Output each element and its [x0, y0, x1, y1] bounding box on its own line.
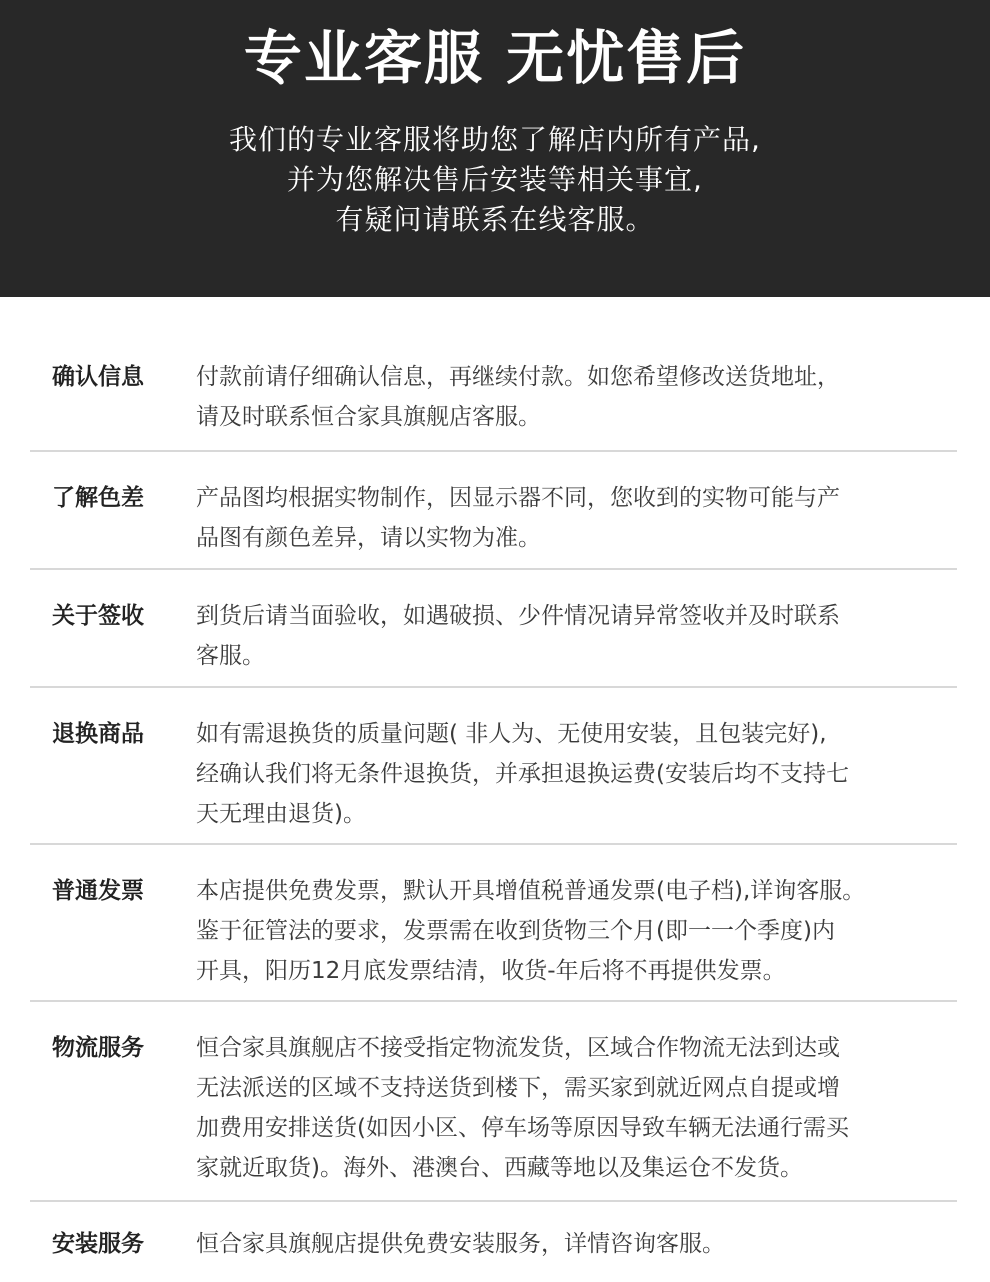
info-text-line: 本店提供免费发票，默认开具增值税普通发票(电子档),详询客服。 — [196, 878, 866, 904]
banner-description-line: 我们的专业客服将助您了解店内所有产品, — [229, 123, 761, 156]
service-banner — [0, 0, 990, 297]
info-row-invoice — [30, 845, 957, 1002]
info-row-confirm-info — [30, 348, 957, 452]
info-text-line: 产品图均根据实物制作，因显示器不同，您收到的实物可能与产 — [196, 485, 840, 511]
info-text — [196, 357, 957, 437]
info-text-line: 天无理由退货)。 — [196, 801, 366, 827]
info-label: 确认信息 — [52, 364, 144, 390]
info-text — [196, 1224, 957, 1264]
info-text-line: 鉴于征管法的要求，发票需在收到货物三个月(即一一个季度)内 — [196, 918, 835, 944]
info-text-line: 恒合家具旗舰店提供免费安装服务，详情咨询客服。 — [196, 1231, 725, 1257]
banner-description — [0, 120, 990, 240]
info-row-logistics — [30, 1002, 957, 1202]
banner-title: 专业客服 无忧售后 — [243, 24, 747, 92]
info-text-line: 请及时联系恒合家具旗舰店客服。 — [196, 404, 541, 430]
info-text — [196, 871, 957, 991]
info-text-line: 付款前请仔细确认信息，再继续付款。如您希望修改送货地址， — [196, 364, 840, 390]
service-info-list — [30, 348, 957, 1282]
info-label: 退换商品 — [52, 721, 144, 747]
info-text-line: 到货后请当面验收，如遇破损、少件情况请异常签收并及时联系 — [196, 603, 840, 629]
info-label: 安装服务 — [52, 1231, 144, 1257]
info-text-line: 无法派送的区域不支持送货到楼下，需买家到就近网点自提或增 — [196, 1075, 840, 1101]
info-text-line: 恒合家具旗舰店不接受指定物流发货，区域合作物流无法到达或 — [196, 1035, 840, 1061]
info-text-line: 家就近取货)。海外、港澳台、西藏等地以及集运仓不发货。 — [196, 1155, 803, 1181]
info-label: 关于签收 — [52, 603, 144, 629]
info-text — [196, 596, 957, 676]
info-text — [196, 478, 957, 558]
info-text-line: 品图有颜色差异，请以实物为准。 — [196, 525, 541, 551]
info-row-color-difference — [30, 452, 957, 570]
info-text-line: 经确认我们将无条件退换货，并承担退换运费(安装后均不支持七 — [196, 761, 849, 787]
info-label: 了解色差 — [52, 485, 144, 511]
info-row-returns — [30, 688, 957, 845]
info-text-line: 客服。 — [196, 643, 265, 669]
info-text — [196, 714, 957, 834]
info-text-line: 加费用安排送货(如因小区、停车场等原因导致车辆无法通行需买 — [196, 1115, 849, 1141]
info-text-line: 如有需退换货的质量问题( 非人为、无使用安装，且包装完好), — [196, 721, 827, 747]
info-text-line: 开具，阳历12月底发票结清，收货-年后将不再提供发票。 — [196, 958, 786, 984]
info-row-delivery-signing — [30, 570, 957, 688]
info-label: 普通发票 — [52, 878, 144, 904]
info-text — [196, 1028, 957, 1188]
info-row-installation — [30, 1202, 957, 1282]
banner-description-line: 有疑问请联系在线客服。 — [335, 203, 655, 236]
banner-description-line: 并为您解决售后安装等相关事宜, — [287, 163, 703, 196]
info-label: 物流服务 — [52, 1035, 144, 1061]
